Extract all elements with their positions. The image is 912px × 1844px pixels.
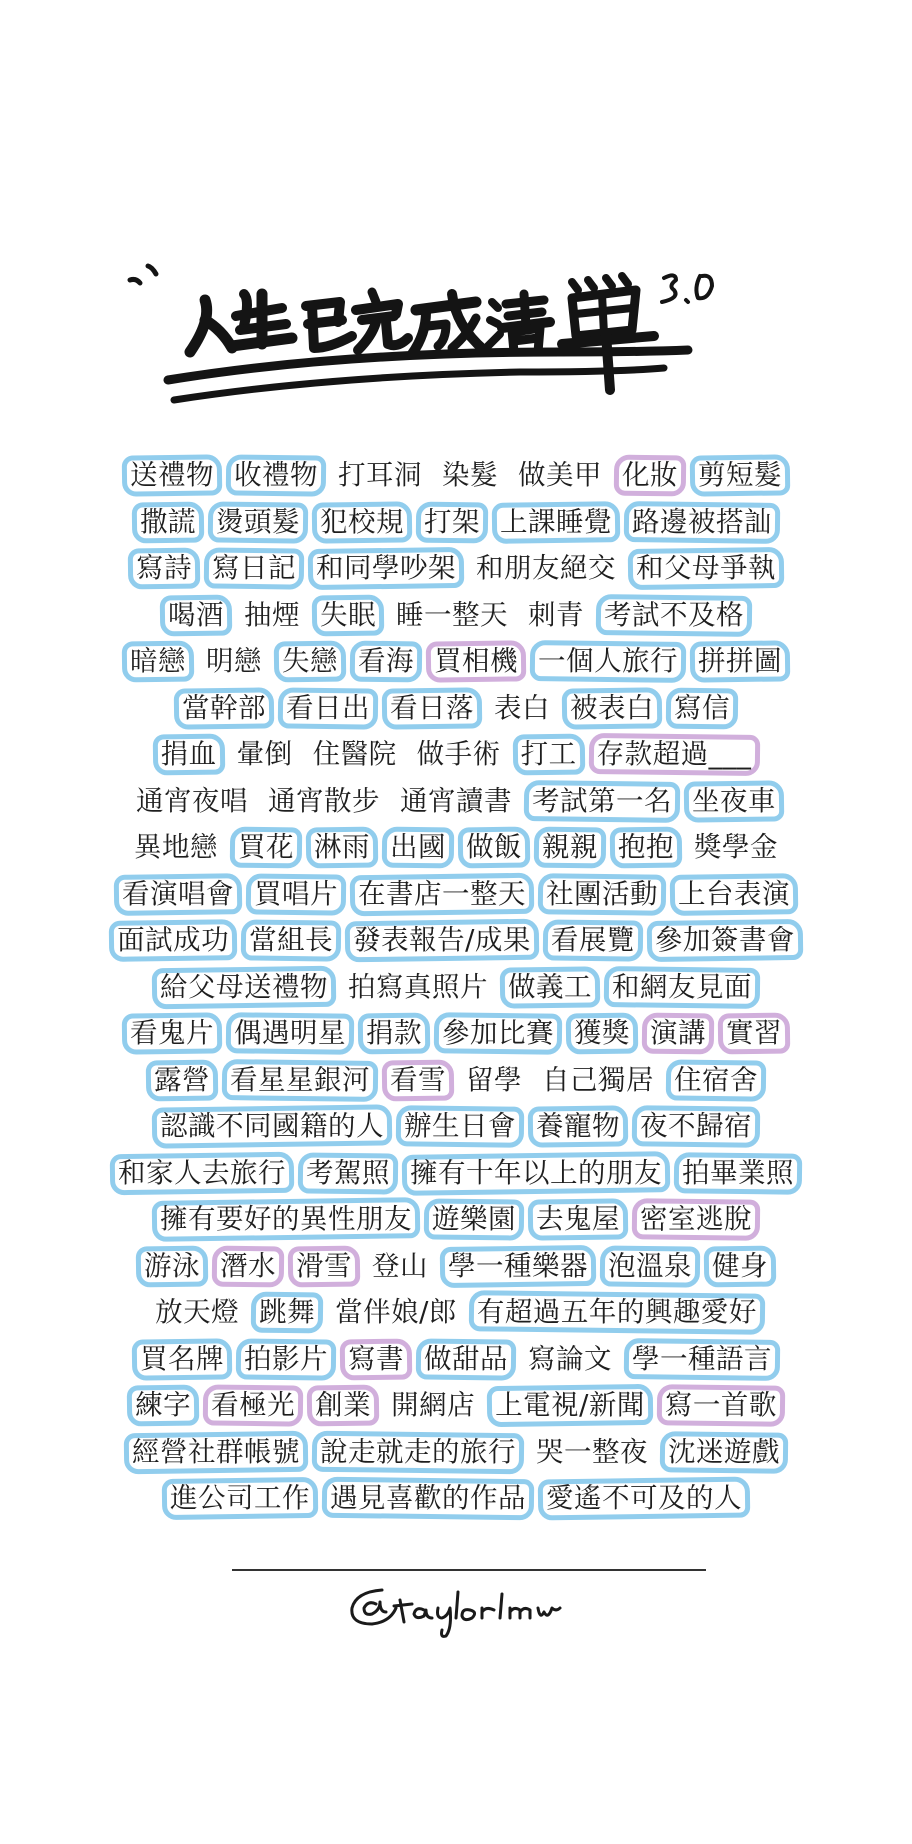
list-item: 存款超過___ <box>591 737 758 771</box>
list-item: 暈倒 <box>236 738 293 771</box>
list-item: 認識不同國籍的人 <box>154 1109 390 1143</box>
list-item: 擁有十年以上的朋友 <box>404 1156 668 1190</box>
list-item: 和家人去旅行 <box>112 1156 292 1190</box>
list-item: 留學 <box>466 1063 522 1096</box>
list-item: 當幹部 <box>176 691 272 725</box>
list-item: 打工 <box>515 737 583 771</box>
list-item: 看鬼片 <box>124 1016 220 1050</box>
list-item: 暗戀 <box>124 644 192 678</box>
list-item: 擁有要好的異性朋友 <box>154 1202 418 1236</box>
list-item: 打耳洞 <box>338 459 422 492</box>
list-item: 做美甲 <box>518 459 602 492</box>
list-row <box>0 499 912 546</box>
list-row <box>0 731 912 778</box>
list-item: 撒謊 <box>134 505 202 539</box>
list-item: 睡一整天 <box>396 598 508 631</box>
list-item: 住宿舍 <box>668 1063 764 1097</box>
list-item: 買相機 <box>428 644 524 678</box>
list-item: 進公司工作 <box>164 1481 316 1515</box>
list-row <box>0 685 912 732</box>
list-item: 買花 <box>232 830 300 864</box>
list-item: 拍寫真照片 <box>348 970 488 1003</box>
list-item: 寫書 <box>342 1342 410 1376</box>
list-item: 失眠 <box>314 598 382 632</box>
list-item: 考試不及格 <box>598 598 750 632</box>
list-item: 當伴娘/郎 <box>335 1296 457 1329</box>
list-item: 跳舞 <box>253 1295 321 1329</box>
list-item: 做飯 <box>460 830 528 864</box>
list-item: 養寵物 <box>530 1109 626 1143</box>
list-item: 刺青 <box>528 598 584 631</box>
list-item: 和網友見面 <box>606 970 758 1004</box>
list-item: 參加簽書會 <box>649 923 801 957</box>
list-item: 抱抱 <box>612 830 680 864</box>
list-item: 看演唱會 <box>116 877 240 911</box>
list-item: 看雪 <box>384 1063 452 1097</box>
list-item: 做甜品 <box>418 1342 514 1376</box>
list-item: 看日落 <box>384 691 480 725</box>
list-item: 參加比賽 <box>436 1016 560 1050</box>
divider-line <box>232 1569 706 1571</box>
list-item: 有超過五年的興趣愛好 <box>471 1295 763 1329</box>
list-item: 和父母爭執 <box>630 551 782 585</box>
list-item: 經營社群帳號 <box>126 1435 306 1469</box>
list-row <box>0 1010 912 1057</box>
list-item: 捐款 <box>360 1016 428 1050</box>
list-item: 練字 <box>129 1388 197 1422</box>
list-item: 寫信 <box>668 691 736 725</box>
list-item: 親親 <box>536 830 604 864</box>
list-item: 和朋友絕交 <box>476 552 616 585</box>
list-row <box>0 1243 912 1290</box>
list-item: 打架 <box>418 505 486 539</box>
list-item: 露營 <box>148 1063 216 1097</box>
list-item: 上電視/新聞 <box>489 1388 651 1422</box>
list-item: 化妝 <box>616 458 684 492</box>
list-item: 染髮 <box>442 459 498 492</box>
list-item: 寫詩 <box>130 551 198 585</box>
list-item: 實習 <box>720 1016 788 1050</box>
list-item: 面試成功 <box>111 923 235 957</box>
completed-list <box>0 452 912 1522</box>
list-item: 明戀 <box>206 645 262 678</box>
list-item: 哭一整夜 <box>536 1435 648 1468</box>
list-item: 學一種語言 <box>626 1342 778 1376</box>
list-item: 做手術 <box>416 738 501 771</box>
list-item: 拍影片 <box>238 1342 334 1376</box>
list-item: 失戀 <box>276 644 344 678</box>
list-item: 異地戀 <box>134 831 218 864</box>
list-item: 燙頭髮 <box>210 505 306 539</box>
list-item: 通宵散步 <box>268 784 380 817</box>
list-row <box>0 1057 912 1104</box>
list-item: 夜不歸宿 <box>634 1109 758 1143</box>
list-item: 淋雨 <box>308 830 376 864</box>
list-item: 看極光 <box>205 1388 301 1422</box>
list-item: 說走就走的旅行 <box>314 1435 522 1469</box>
list-row <box>0 1429 912 1476</box>
list-row <box>0 824 912 871</box>
list-item: 表白 <box>494 691 550 724</box>
list-row <box>0 1336 912 1383</box>
list-item: 游泳 <box>138 1249 206 1283</box>
list-item: 學一種樂器 <box>442 1249 594 1283</box>
list-row <box>0 638 912 685</box>
list-item: 寫論文 <box>528 1342 612 1375</box>
list-item: 在書店一整天 <box>352 877 532 911</box>
list-item: 放天燈 <box>155 1296 240 1329</box>
list-item: 去鬼屋 <box>530 1202 626 1236</box>
list-row <box>0 1289 912 1336</box>
list-item: 辦生日會 <box>398 1109 522 1143</box>
list-item: 愛遙不可及的人 <box>540 1481 748 1515</box>
list-item: 上台表演 <box>672 877 796 911</box>
list-item: 出國 <box>384 830 452 864</box>
list-item: 寫一首歌 <box>659 1388 783 1422</box>
list-item: 自己獨居 <box>542 1063 654 1096</box>
list-item: 拼拼圖 <box>692 644 788 678</box>
list-row <box>0 964 912 1011</box>
title-calligraphy <box>0 0 912 430</box>
list-item: 住醫院 <box>312 738 397 771</box>
list-item: 拍畢業照 <box>676 1156 800 1190</box>
list-item: 開網店 <box>391 1389 476 1422</box>
list-item: 坐夜車 <box>686 784 782 818</box>
list-item: 上課睡覺 <box>494 505 618 539</box>
list-item: 剪短髮 <box>692 458 788 492</box>
list-row <box>0 1196 912 1243</box>
list-item: 考駕照 <box>300 1156 396 1190</box>
list-item: 發表報告/成果 <box>347 923 537 957</box>
list-item: 滑雪 <box>290 1249 358 1283</box>
list-row <box>0 1382 912 1429</box>
list-item: 看日出 <box>280 691 376 725</box>
list-row <box>0 1103 912 1150</box>
list-item: 和同學吵架 <box>310 551 462 585</box>
list-item: 密室逃脫 <box>634 1202 758 1236</box>
list-item: 寫日記 <box>206 551 302 585</box>
list-item: 健身 <box>706 1249 774 1283</box>
list-item: 獎學金 <box>694 831 778 864</box>
list-row <box>0 778 912 825</box>
list-item: 買名牌 <box>134 1342 230 1376</box>
list-item: 考試第一名 <box>526 784 678 818</box>
list-item: 演講 <box>644 1016 712 1050</box>
list-item: 捐血 <box>155 737 223 771</box>
list-row <box>0 871 912 918</box>
list-row <box>0 1475 912 1522</box>
list-item: 看展覽 <box>545 923 641 957</box>
list-row <box>0 545 912 592</box>
list-item: 偶遇明星 <box>228 1016 352 1050</box>
list-item: 獲獎 <box>568 1016 636 1050</box>
list-item: 通宵夜唱 <box>136 784 248 817</box>
signature-handwriting <box>346 1578 576 1638</box>
list-item: 一個人旅行 <box>532 644 684 678</box>
list-item: 通宵讀書 <box>400 784 512 817</box>
list-item: 泡溫泉 <box>602 1249 698 1283</box>
list-item: 看星星銀河 <box>224 1063 376 1097</box>
list-item: 創業 <box>309 1388 377 1422</box>
list-item: 買唱片 <box>248 877 344 911</box>
list-item: 被表白 <box>564 691 660 725</box>
list-item: 遇見喜歡的作品 <box>324 1481 532 1515</box>
list-item: 沈迷遊戲 <box>662 1435 786 1469</box>
list-item: 社團活動 <box>540 877 664 911</box>
list-item: 犯校規 <box>314 505 410 539</box>
list-row <box>0 452 912 499</box>
list-item: 路邊被搭訕 <box>626 505 778 539</box>
list-item: 送禮物 <box>124 458 220 492</box>
list-item: 做義工 <box>502 970 598 1004</box>
list-item: 登山 <box>372 1249 428 1282</box>
list-item: 給父母送禮物 <box>154 970 334 1004</box>
list-row <box>0 1150 912 1197</box>
list-row <box>0 917 912 964</box>
list-item: 抽煙 <box>244 598 300 631</box>
list-item: 潛水 <box>214 1249 282 1283</box>
list-item: 喝酒 <box>162 598 230 632</box>
list-item: 當組長 <box>243 923 339 957</box>
list-item: 遊樂園 <box>426 1202 522 1236</box>
list-row <box>0 592 912 639</box>
list-item: 收禮物 <box>228 458 324 492</box>
list-item: 看海 <box>352 644 420 678</box>
